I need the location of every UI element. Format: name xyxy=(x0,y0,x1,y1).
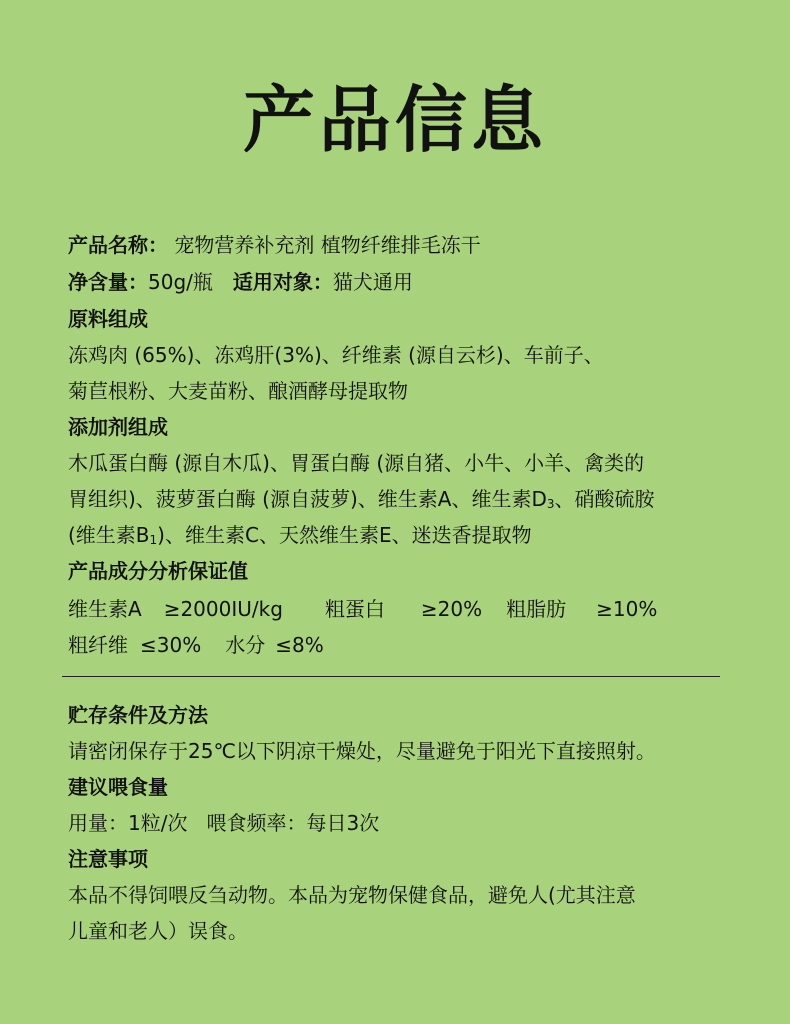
page-title: 产品信息 xyxy=(242,78,547,162)
notes-line-1: 本品不得饲喂反刍动物。本品为宠物保健食品，避免人(尤其注意 xyxy=(68,883,636,907)
additives-line-2 xyxy=(68,485,655,518)
analysis-item-value: ≤30% xyxy=(140,633,202,657)
additives-line-2-text-b: 、硝酸硫胺 xyxy=(554,487,655,511)
notes-line-2: 儿童和老人）误食。 xyxy=(68,919,248,943)
analysis-item-name: 维生素A xyxy=(68,597,142,621)
analysis-row-2 xyxy=(68,631,324,659)
vitamin-b-subscript: 1 xyxy=(149,533,158,547)
net-content-label: 净含量： xyxy=(68,270,148,294)
analysis-item-value: ≥20% xyxy=(420,597,483,621)
storage-heading: 贮存条件及方法 xyxy=(68,703,208,727)
ingredients-heading: 原料组成 xyxy=(68,307,148,331)
net-content-value: 50g/瓶 xyxy=(148,270,213,294)
analysis-item-name: 粗脂肪 xyxy=(506,597,567,621)
additives-line-2-text-a: 胃组织)、菠萝蛋白酶 (源自菠萝)、维生素A、维生素D xyxy=(68,487,547,511)
feeding-text xyxy=(68,809,379,837)
vitamin-d-subscript: 3 xyxy=(546,497,555,511)
product-name-value: 宠物营养补充剂 植物纤维排毛冻干 xyxy=(174,233,481,257)
suitable-value: 猫犬通用 xyxy=(332,270,413,294)
notes-heading: 注意事项 xyxy=(68,847,148,871)
ingredients-line-2: 菊苣根粉、大麦苗粉、酿酒酵母提取物 xyxy=(68,379,408,403)
suitable-label: 适用对象： xyxy=(232,270,333,294)
feeding-text-value: 用量：1粒/次 喂食频率：每日3次 xyxy=(68,811,380,835)
analysis-heading: 产品成分分析保证值 xyxy=(68,559,248,583)
product-name-label: 产品名称： xyxy=(68,233,168,257)
analysis-item-value: ≤8% xyxy=(275,633,324,657)
net-content-line xyxy=(68,268,413,296)
feeding-heading: 建议喂食量 xyxy=(68,775,168,799)
additives-line-3 xyxy=(68,521,532,554)
analysis-item-name: 粗纤维 xyxy=(68,633,128,657)
analysis-item-value: ≥2000IU/kg xyxy=(163,597,283,621)
additives-heading: 添加剂组成 xyxy=(68,415,168,439)
analysis-item-name: 粗蛋白 xyxy=(324,597,385,621)
product-name-line xyxy=(68,231,481,259)
additives-line-3-text-b: )、维生素C、天然维生素E、迷迭香提取物 xyxy=(157,523,532,547)
section-divider xyxy=(62,676,720,677)
analysis-item-name: 水分 xyxy=(225,633,266,657)
analysis-item-value: ≥10% xyxy=(596,597,658,621)
storage-text: 请密闭保存于25℃以下阴凉干燥处，尽量避免于阳光下直接照射。 xyxy=(68,739,656,763)
additives-line-3-text-a: (维生素B xyxy=(68,523,150,547)
additives-line-1: 木瓜蛋白酶 (源自木瓜)、胃蛋白酶 (源自猪、小牛、小羊、禽类的 xyxy=(68,451,645,475)
analysis-row-1 xyxy=(68,595,657,623)
ingredients-line-1: 冻鸡肉 (65%)、冻鸡肝(3%)、纤维素 (源自云杉)、车前子、 xyxy=(68,343,604,367)
